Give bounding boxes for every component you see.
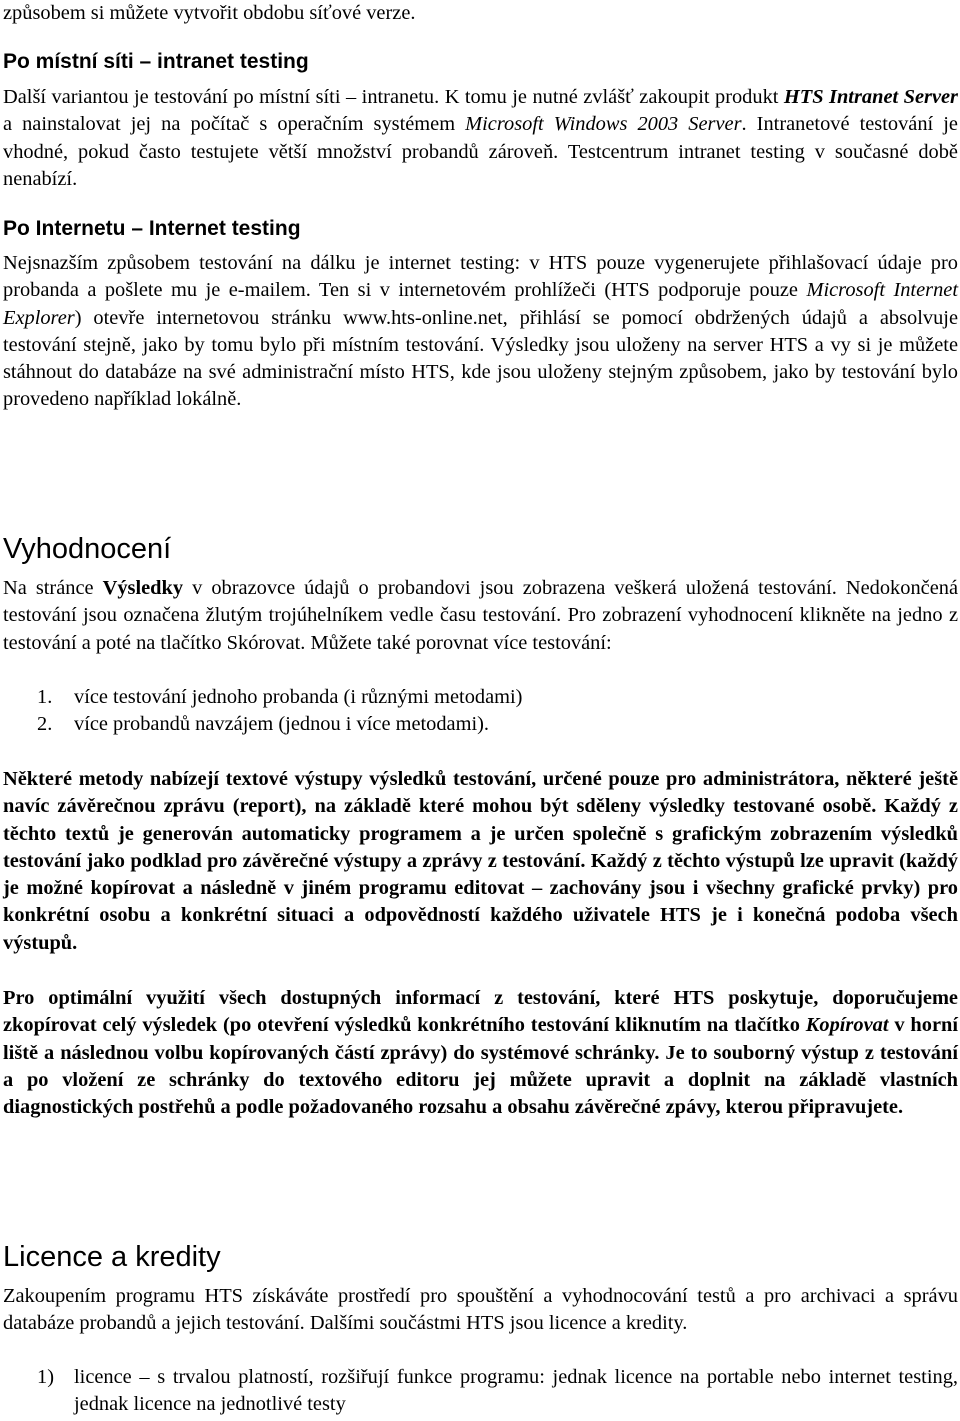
vyhodnoceni-paragraph-2: Některé metody nabízejí textové výstupy výsledků testování, určené pouze pro administrátora, některé ještě navíc závěrečnou zprávu (report), na základě které mohou být sděleny výsledky testované osobě. Každý z těchto textů je generován automaticky programem a je určen společně s grafickým zobrazením výsledků testování jako podklad pro závěrečné výstupy a zprávy z testování. Každý z těchto výstupů lze upravit (každý je možné kopírovat a následně v jiném programu editovat – zachovány jsou i všechny grafické prvky) pro konkrétní osobu a konkrétní situaci a odpovědností každého uživatele HTS je i konečná podoba všech výstupů. [3,768,958,954]
kopirovat-button-name: Kopírovat [805,1014,889,1037]
vysledky-page-name: Výsledky [102,577,184,599]
list-item: 2. více probandů navzájem (jednou i více metodami). [37,713,490,736]
product-name-hts-intranet-server: HTS Intranet Server [783,86,958,108]
intro-paragraph-tail: způsobem si můžete vytvořit obdobu síťové verze. [3,2,416,24]
heading-intranet-testing: Po místní síti – intranet testing [3,50,309,73]
heading-vyhodnoceni: Vyhodnocení [3,533,172,565]
heading-internet-testing: Po Internetu – Internet testing [3,217,301,240]
os-name: Microsoft Windows 2003 Server [465,113,742,136]
licence-paragraph: Zakoupením programu HTS získáváte prostředí pro spouštění a vyhodnocování testů a pro archivaci a správu databáze probandů a jejich testování. Dalšími součástmi HTS jsou licence a kredity. [3,1285,958,1335]
internet-paragraph: Nejsnazším způsobem testování na dálku je internet testing: v HTS pouze vygenerujete přihlašovací údaje pro probanda a pošlete mu je e-mailem. Ten si v internetovém prohlížeči (HTS podporuje pouze Microsoft Internet Explorer) otevře internetovou stránku www.hts-online.net, přihlásí se pomocí obdržených údajů a absolvuje testování stejně, jako by tomu bylo při místním testování. Výsledky jsou uloženy na server HTS a vy si je můžete stáhnout do databáze na své administrační místo HTS, kde jsou uloženy stejným způsobem, jako by testování bylo provedeno například lokálně. [3,252,958,411]
browser-name: Microsoft Internet Explorer [3,279,958,329]
vyhodnoceni-list [37,684,937,739]
vyhodnoceni-paragraph-3: Pro optimální využití všech dostupných informací z testování, které HTS poskytuje, doporučujeme zkopírovat celý výsledek (po otevření výsledků konkrétního testování kliknutím na tlačítko Kopírovat v horní liště a následnou volbu kopírovaných částí zprávy) do systémové schránky. Je to souborný výstup z testování a po vložení ze schránky do textového editoru jej můžete upravit a doplnit na základě vlastních diagnostických postřehů a podle požadovaného rozsahu a obsahu závěrečné zpávy, kterou připravujete. [3,987,958,1119]
list-item: 1. více testování jednoho probanda (i různými metodami) [37,686,523,708]
list-item: 1) licence – s trvalou platností, rozšiřují funkce programu: jednak licence na portable nebo internet testing, jednak licence na jednotlivé testy [37,1366,958,1416]
vyhodnoceni-paragraph-1: Na stránce Výsledky v obrazovce údajů o probandovi jsou zobrazena veškerá uložená testování. Nedokončená testování jsou označena žlutým trojúhelníkem vedle času testování. Pro zobrazení vyhodnocení klikněte na jedno z testování a poté na tlačítko Skórovat. Můžete také porovnat více testování: [3,577,958,654]
licence-list [37,1364,958,1419]
intranet-paragraph: Další variantou je testování po místní síti – intranetu. K tomu je nutné zvlášť zakoupit produkt HTS Intranet Server a nainstalovat jej na počítač s operačním systémem Microsoft Windows 2003 Server. Intranetové testování je vhodné, pokud často testujete větší množství probandů zároveň. Testcentrum intranet testing v současné době nenabízí. [3,86,958,190]
heading-licence-a-kredity: Licence a kredity [3,1241,221,1273]
